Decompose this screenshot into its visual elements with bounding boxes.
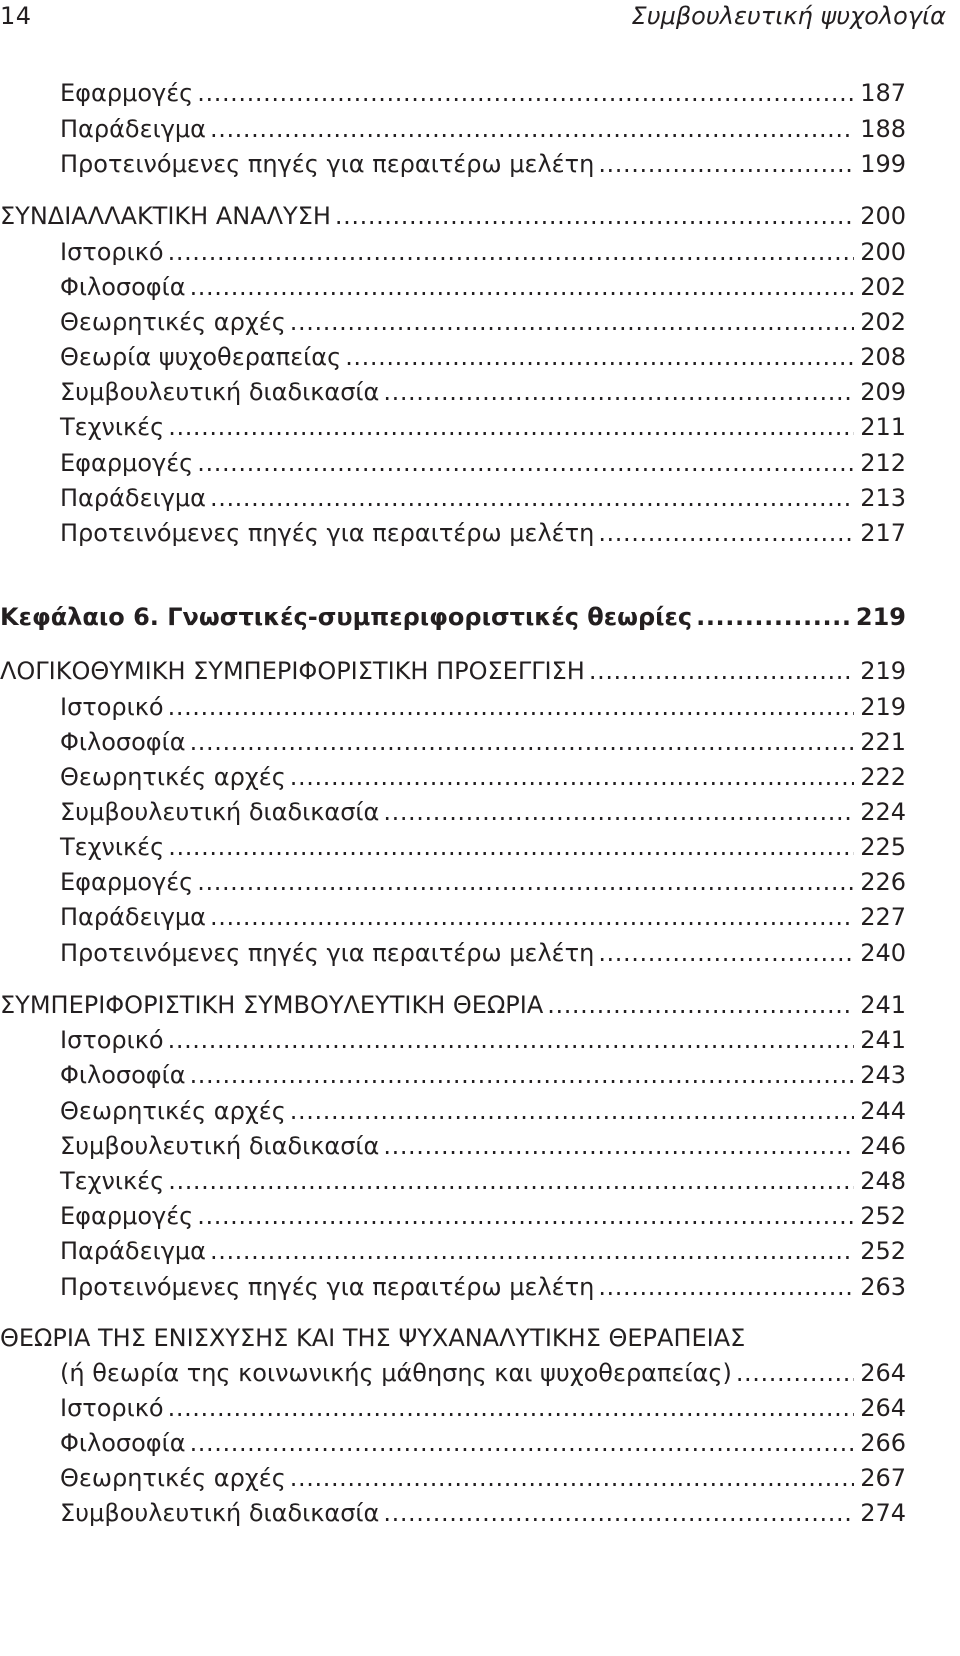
toc-entry-page: 213 xyxy=(860,484,906,512)
toc-entry-title: Προτεινόμενες πηγές για περαιτέρω μελέτη xyxy=(60,1273,595,1301)
page-number: 14 xyxy=(0,2,32,30)
toc-entry-title: Συμβουλευτική διαδικασία xyxy=(60,1132,380,1160)
dot-leader xyxy=(168,237,855,267)
dot-leader xyxy=(197,867,854,897)
toc-entry-page: 219 xyxy=(860,657,906,685)
toc-entry xyxy=(60,518,906,548)
toc-entry xyxy=(60,307,906,337)
toc-entry xyxy=(60,1498,906,1528)
toc-entry-page: 211 xyxy=(860,413,906,441)
toc-entry-title: ΣΥΜΠΕΡΙΦΟΡΙΣΤΙΚΗ ΣΥΜΒΟΥΛΕΥΤΙΚΗ ΘΕΩΡΙΑ xyxy=(0,991,544,1019)
toc-entry xyxy=(60,1131,906,1161)
toc-entry xyxy=(0,656,906,686)
toc-entry-page: 264 xyxy=(860,1394,906,1422)
toc-entry-title: Τεχνικές xyxy=(60,413,165,441)
toc-entry xyxy=(60,237,906,267)
toc-entry-page: 227 xyxy=(860,903,906,931)
dot-leader xyxy=(345,342,854,372)
toc-entry-title: Θεωρητικές αρχές xyxy=(60,308,286,336)
toc-entry-title: Συμβουλευτική διαδικασία xyxy=(60,798,380,826)
toc-entry xyxy=(60,1096,906,1126)
toc-entry-title: (ή θεωρία της κοινωνικής μάθησης και ψυχοθεραπείας) xyxy=(60,1359,732,1387)
dot-leader xyxy=(190,1060,855,1090)
toc-entry-title: Εφαρμογές xyxy=(60,449,194,477)
dot-leader xyxy=(696,602,850,632)
toc-entry xyxy=(60,1393,906,1423)
toc-entry-page: 243 xyxy=(860,1061,906,1089)
toc-entry-title: Συμβουλευτική διαδικασία xyxy=(60,1499,380,1527)
toc-entry xyxy=(60,377,906,407)
toc-entry-title: Φιλοσοφία xyxy=(60,1429,186,1457)
toc-entry xyxy=(0,1323,940,1353)
toc-entry-page: 200 xyxy=(860,202,906,230)
toc-entry-title: ΛΟΓΙΚΟΘΥΜΙΚΗ ΣΥΜΠΕΡΙΦΟΡΙΣΤΙΚΗ ΠΡΟΣΕΓΓΙΣΗ xyxy=(0,657,585,685)
toc-entry-page: 212 xyxy=(860,449,906,477)
toc-entry-page: 221 xyxy=(860,728,906,756)
toc-entry xyxy=(60,867,906,897)
toc-entry xyxy=(60,1166,906,1196)
toc-entry-title: Παράδειγμα xyxy=(60,1237,206,1265)
dot-leader xyxy=(736,1358,854,1388)
toc-entry xyxy=(60,1201,906,1231)
toc-entry xyxy=(60,149,906,179)
toc-entry-title: Εφαρμογές xyxy=(60,1202,194,1230)
toc-entry xyxy=(60,1025,906,1055)
dot-leader xyxy=(210,902,854,932)
toc-entry-title: Προτεινόμενες πηγές για περαιτέρω μελέτη xyxy=(60,150,595,178)
toc-entry-page: 187 xyxy=(860,79,906,107)
toc-entry-page: 241 xyxy=(860,1026,906,1054)
dot-leader xyxy=(598,149,854,179)
dot-leader xyxy=(383,797,854,827)
toc-entry xyxy=(60,727,906,757)
toc-entry-page: 264 xyxy=(860,1359,906,1387)
toc-entry-page: 219 xyxy=(860,693,906,721)
dot-leader xyxy=(197,78,854,108)
toc-entry-title: Θεωρητικές αρχές xyxy=(60,1097,286,1125)
toc-entry-page: 224 xyxy=(860,798,906,826)
toc-entry-page: 266 xyxy=(860,1429,906,1457)
toc-entry-title: ΘΕΩΡΙΑ ΤΗΣ ΕΝΙΣΧΥΣΗΣ ΚΑΙ ΤΗΣ ΨΥΧΑΝΑΛΥΤΙΚΗΣ ΘΕΡΑΠΕΙΑΣ xyxy=(0,1324,746,1352)
toc-entry-page: 200 xyxy=(860,238,906,266)
toc-entry-title: Παράδειγμα xyxy=(60,903,206,931)
toc-entry xyxy=(60,412,906,442)
dot-leader xyxy=(290,1096,854,1126)
dot-leader xyxy=(168,692,855,722)
toc-entry xyxy=(60,938,906,968)
toc-entry xyxy=(60,692,906,722)
toc-entry xyxy=(60,1428,906,1458)
toc-entry-title: Φιλοσοφία xyxy=(60,728,186,756)
toc-entry-title: ΣΥΝΔΙΑΛΛΑΚΤΙΚΗ ΑΝΑΛΥΣΗ xyxy=(0,202,331,230)
dot-leader xyxy=(197,448,854,478)
dot-leader xyxy=(335,201,854,231)
dot-leader xyxy=(383,1131,854,1161)
toc-entry-page: 263 xyxy=(860,1273,906,1301)
toc-entry-page: 274 xyxy=(860,1499,906,1527)
toc-entry-title: Παράδειγμα xyxy=(60,484,206,512)
dot-leader xyxy=(197,1201,854,1231)
toc-entry xyxy=(60,342,906,372)
toc-entry xyxy=(60,797,906,827)
dot-leader xyxy=(383,1498,854,1528)
toc-entry-page: 202 xyxy=(860,273,906,301)
dot-leader xyxy=(290,307,854,337)
dot-leader xyxy=(168,1166,854,1196)
toc-entry xyxy=(60,902,906,932)
dot-leader xyxy=(190,272,855,302)
toc-entry-page: 208 xyxy=(860,343,906,371)
toc-entry-page: 248 xyxy=(860,1167,906,1195)
toc-entry xyxy=(0,201,906,231)
dot-leader xyxy=(210,114,854,144)
toc-entry-title: Φιλοσοφία xyxy=(60,1061,186,1089)
dot-leader xyxy=(190,727,855,757)
running-title: Συμβουλευτική ψυχολογία xyxy=(631,2,946,30)
dot-leader xyxy=(210,483,854,513)
toc-entry-title: Τεχνικές xyxy=(60,833,165,861)
toc-entry xyxy=(60,78,906,108)
dot-leader xyxy=(290,762,854,792)
dot-leader xyxy=(598,938,854,968)
toc-entry xyxy=(60,272,906,302)
dot-leader xyxy=(168,832,854,862)
toc-entry-page: 219 xyxy=(855,603,906,631)
toc-entry xyxy=(0,990,906,1020)
toc-entry-page: 202 xyxy=(860,308,906,336)
toc-entry-title: Κεφάλαιο 6. Γνωστικές-συμπεριφοριστικές θεωρίες xyxy=(0,603,693,631)
toc-entry-page: 252 xyxy=(860,1237,906,1265)
dot-leader xyxy=(383,377,854,407)
toc-entry-page: 267 xyxy=(860,1464,906,1492)
toc-entry xyxy=(60,1236,906,1266)
toc-entry xyxy=(60,114,906,144)
toc-entry-page: 244 xyxy=(860,1097,906,1125)
toc-entry-page: 225 xyxy=(860,833,906,861)
dot-leader xyxy=(168,1393,855,1423)
dot-leader xyxy=(598,1272,854,1302)
toc-entry xyxy=(0,602,906,632)
toc-entry-page: 209 xyxy=(860,378,906,406)
dot-leader xyxy=(190,1428,855,1458)
toc-entry xyxy=(60,762,906,792)
toc-entry-title: Προτεινόμενες πηγές για περαιτέρω μελέτη xyxy=(60,519,595,547)
dot-leader xyxy=(598,518,854,548)
dot-leader xyxy=(589,656,854,686)
toc-entry-page: 252 xyxy=(860,1202,906,1230)
toc-entry-title: Ιστορικό xyxy=(60,238,164,266)
toc-entry-title: Ιστορικό xyxy=(60,693,164,721)
toc-entry-title: Τεχνικές xyxy=(60,1167,165,1195)
toc-entry-page: 217 xyxy=(860,519,906,547)
toc-entry-page: 199 xyxy=(860,150,906,178)
toc-entry-page: 222 xyxy=(860,763,906,791)
toc-entry-title: Θεωρητικές αρχές xyxy=(60,1464,286,1492)
toc-entry xyxy=(60,1272,906,1302)
dot-leader xyxy=(290,1463,854,1493)
toc-entry-page: 240 xyxy=(860,939,906,967)
toc-entry xyxy=(60,1463,906,1493)
dot-leader xyxy=(210,1236,854,1266)
toc-entry-page: 246 xyxy=(860,1132,906,1160)
dot-leader xyxy=(168,1025,855,1055)
toc-entry-title: Εφαρμογές xyxy=(60,868,194,896)
toc-entry xyxy=(60,1358,906,1388)
toc-entry-page: 241 xyxy=(860,991,906,1019)
toc-entry-title: Παράδειγμα xyxy=(60,115,206,143)
toc-entry-page: 188 xyxy=(860,115,906,143)
toc-entry-page: 226 xyxy=(860,868,906,896)
toc-entry-title: Προτεινόμενες πηγές για περαιτέρω μελέτη xyxy=(60,939,595,967)
dot-leader xyxy=(547,990,854,1020)
toc-entry-title: Εφαρμογές xyxy=(60,79,194,107)
toc-entry-title: Θεωρητικές αρχές xyxy=(60,763,286,791)
dot-leader xyxy=(168,412,854,442)
toc-entry xyxy=(60,448,906,478)
toc-entry-title: Ιστορικό xyxy=(60,1394,164,1422)
toc-entry xyxy=(60,1060,906,1090)
toc-entry-title: Ιστορικό xyxy=(60,1026,164,1054)
toc-entry-title: Φιλοσοφία xyxy=(60,273,186,301)
toc-entry-title: Θεωρία ψυχοθεραπείας xyxy=(60,343,342,371)
toc-entry xyxy=(60,483,906,513)
toc-entry-title: Συμβουλευτική διαδικασία xyxy=(60,378,380,406)
toc-entry xyxy=(60,832,906,862)
